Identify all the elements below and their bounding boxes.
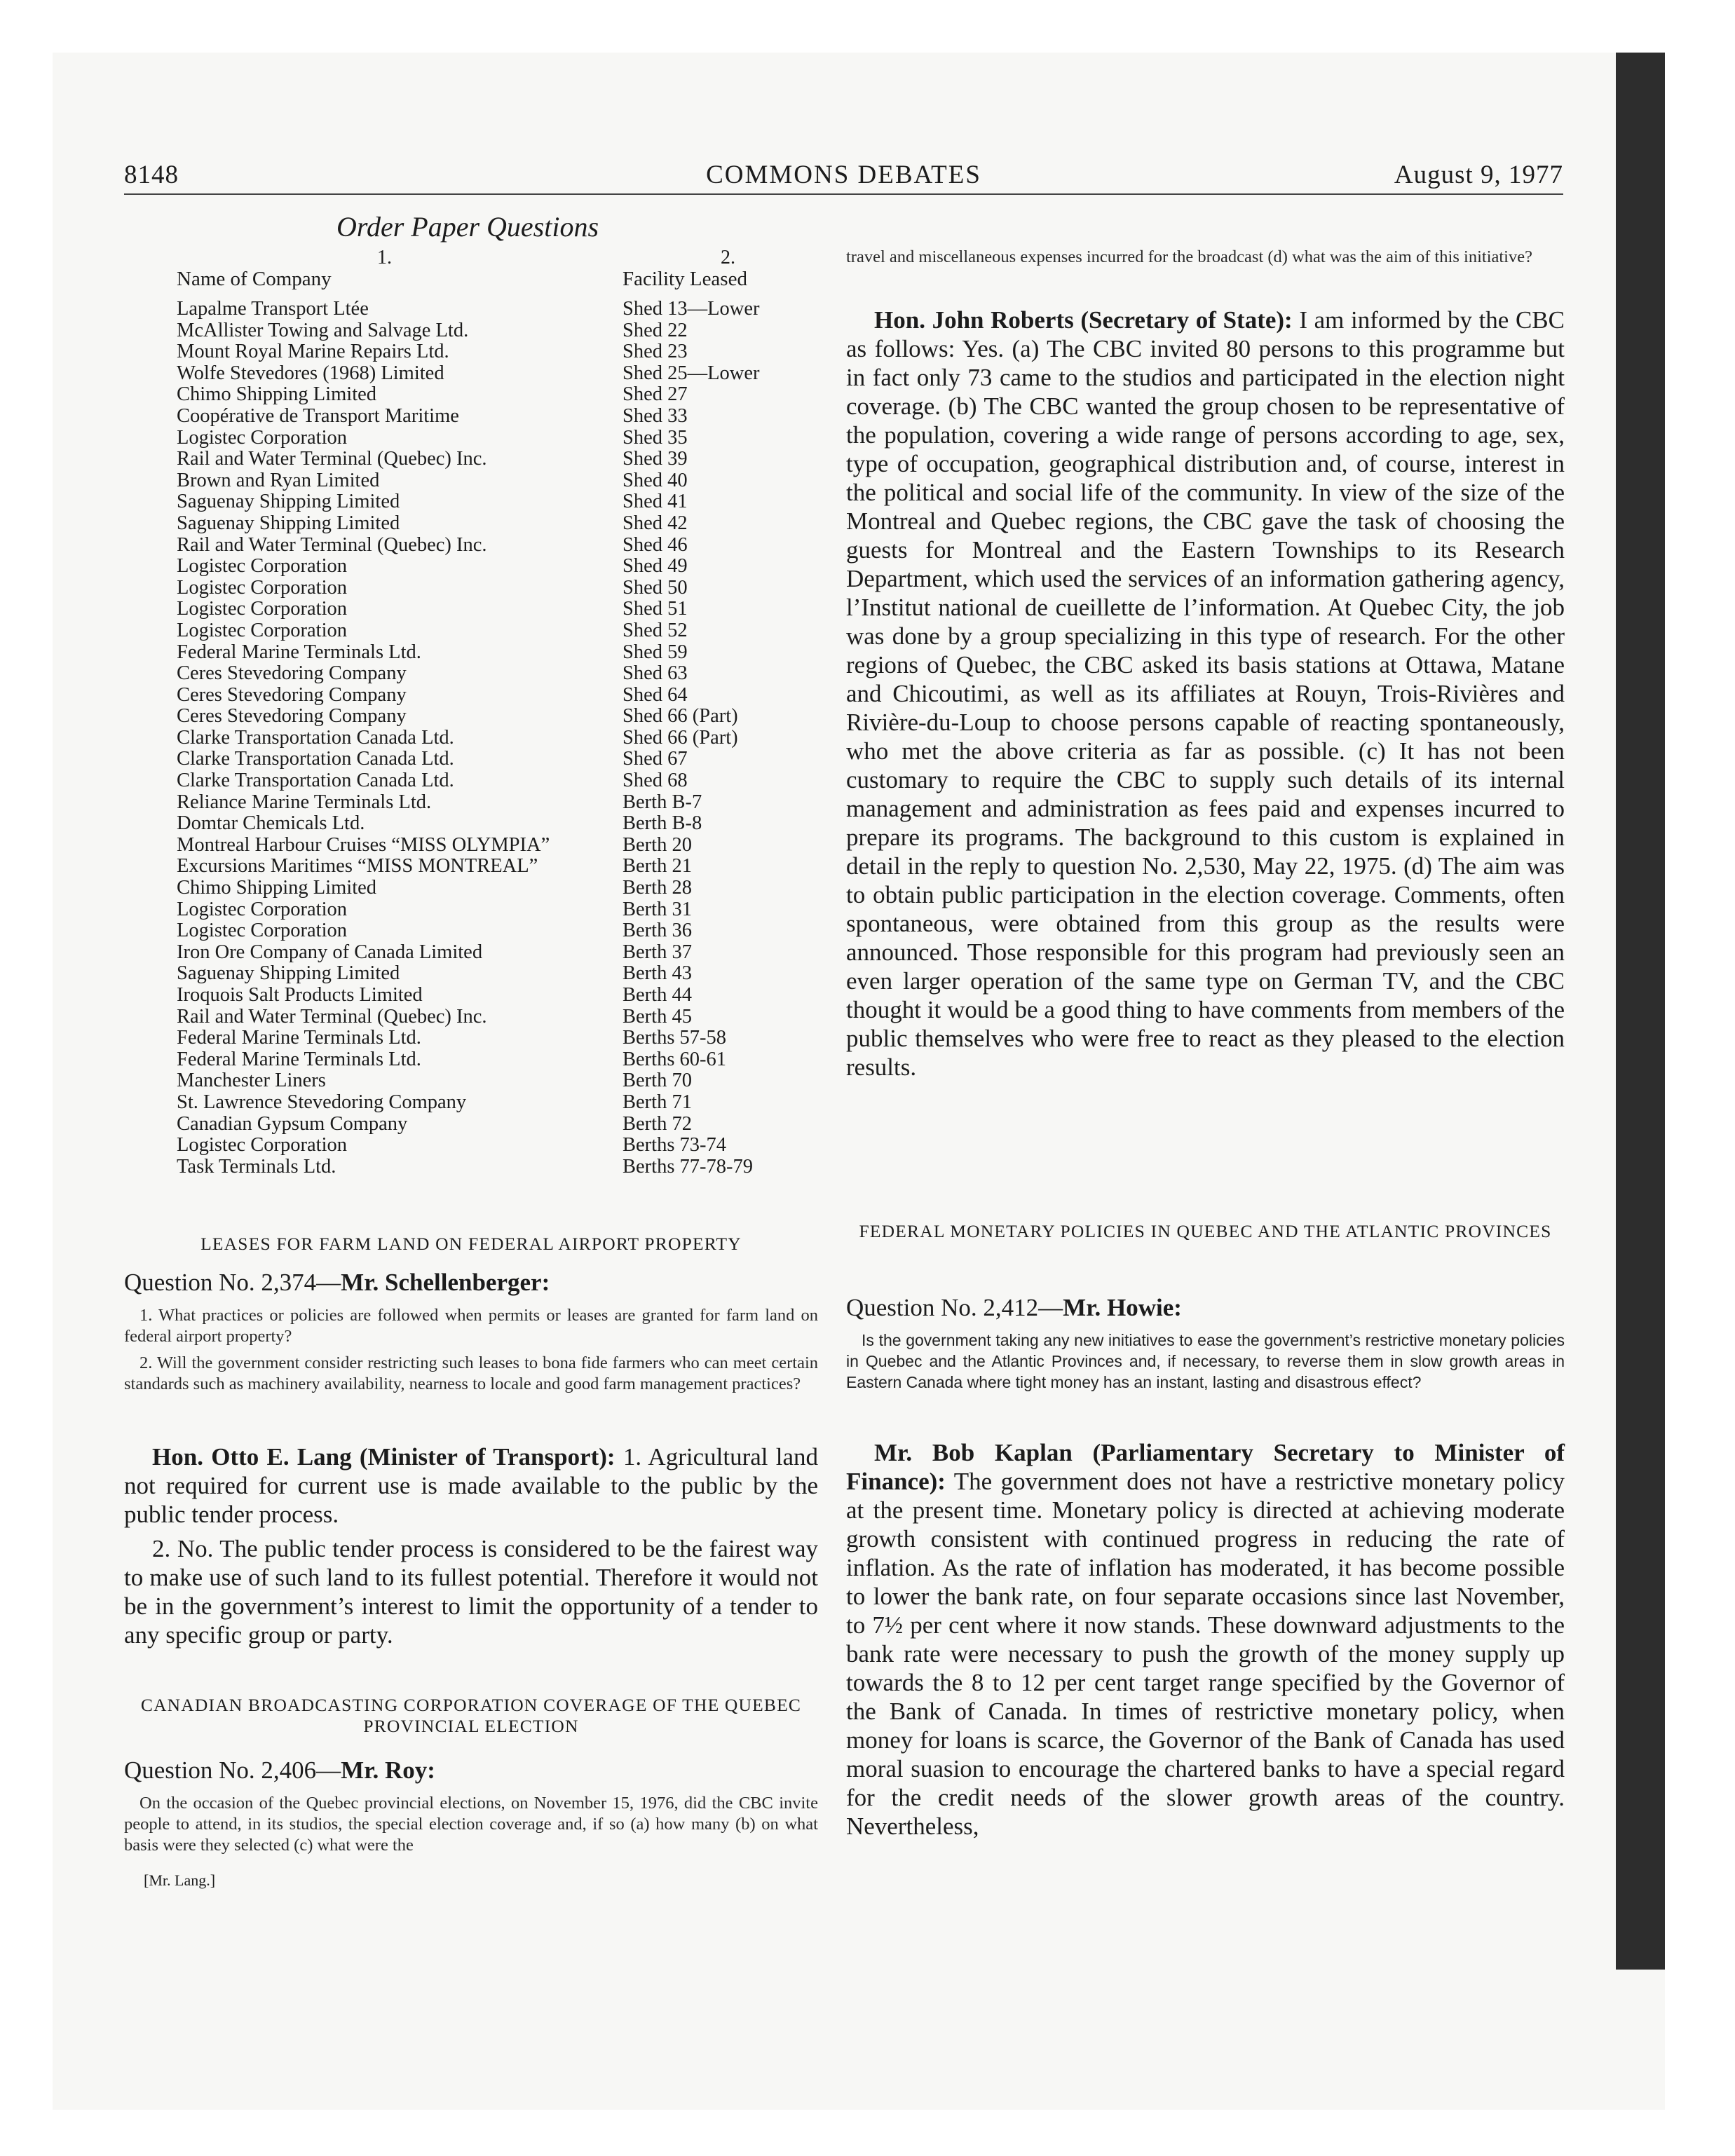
scan-edge-shadow xyxy=(1616,53,1665,1970)
footer-note: [Mr. Lang.] xyxy=(144,1871,216,1889)
facility-leased: Shed 46 xyxy=(622,533,688,556)
page-header xyxy=(124,160,1563,192)
company-name: Clarke Transportation Canada Ltd. xyxy=(177,748,454,770)
company-name: Ceres Stevedoring Company xyxy=(177,662,407,685)
header-rule xyxy=(124,193,1563,195)
facility-leased: Shed 68 xyxy=(622,770,688,792)
company-name: Montreal Harbour Cruises “MISS OLYMPIA” xyxy=(177,833,550,856)
facility-leased: Shed 63 xyxy=(622,662,688,685)
facility-leased: Shed 50 xyxy=(622,576,688,599)
company-name: Canadian Gypsum Company xyxy=(177,1112,408,1135)
company-name: Brown and Ryan Limited xyxy=(177,469,380,491)
company-name: Domtar Chemicals Ltd. xyxy=(177,812,365,835)
farm-land-question-line xyxy=(124,1269,550,1297)
kaplan-answer xyxy=(846,1438,1565,1841)
facility-leased: Shed 59 xyxy=(622,641,688,663)
company-name: McAllister Towing and Salvage Ltd. xyxy=(177,319,469,341)
facility-leased: Berth 44 xyxy=(622,984,692,1006)
facility-leased: Berth 28 xyxy=(622,877,692,899)
company-name: Iroquois Salt Products Limited xyxy=(177,984,423,1006)
farm-land-heading: LEASES FOR FARM LAND ON FEDERAL AIRPORT PROPERTY xyxy=(200,1234,742,1254)
column-header-company: Name of Company xyxy=(177,268,332,290)
farm-land-question-body xyxy=(124,1305,818,1395)
facility-leased: Shed 23 xyxy=(622,341,688,363)
company-name: Rail and Water Terminal (Quebec) Inc. xyxy=(177,533,487,556)
company-name: Logistec Corporation xyxy=(177,555,347,578)
company-name: Rail and Water Terminal (Quebec) Inc. xyxy=(177,1005,487,1028)
cbc-question-text: On the occasion of the Quebec provincial elections, on November 15, 1976, did the CBC invite people to attend, in its studios, the special election coverage and, if so (a) how many (b) on what basis were they selected (c) what were the xyxy=(124,1794,818,1855)
answer-speaker: Hon. John Roberts (Secretary of State): xyxy=(874,306,1293,334)
company-name: Saguenay Shipping Limited xyxy=(177,962,400,985)
facility-leased: Berths 60-61 xyxy=(622,1048,727,1070)
monetary-question-text: Is the government taking any new initiatives to ease the government’s restrictive monetary policies in Quebec and the Atlantic Provinces and, if necessary, to reverse them in slow growth areas in Eastern Canada where tight money has an instant, lasting and disastrous effect? xyxy=(846,1331,1565,1391)
company-name: Logistec Corporation xyxy=(177,576,347,599)
question-number: Question No. 2,412— xyxy=(846,1294,1063,1321)
monetary-question-body xyxy=(846,1330,1565,1393)
roberts-answer xyxy=(846,306,1565,1082)
company-name: Logistec Corporation xyxy=(177,920,347,942)
company-name: Logistec Corporation xyxy=(177,598,347,620)
answer-2: 2. No. The public tender process is considered to be the fairest way to make use of such land to its fullest potential. Therefore it would not be in the government’s interest to limit the opportunity of a tender to any specific group or party. xyxy=(124,1535,818,1649)
answer-text: I am informed by the CBC as follows: Yes. (a) The CBC invited 80 persons to this programme but in fact only 73 came to the studios and participated in the election night coverage. (b) The CBC wanted the group chosen to be representative of the population, covering a wide range of persons according to age, sex, type of occupation, geographical distribution and, of course, interest in the political and social life of the community. In view of the size of the Montreal and Quebec regions, the CBC gave the task of choosing the guests for Montreal and the Eastern Townships to its Research Department, which used the services of an information gathering agency, l’Institut national de cueillette de l’information. At Quebec City, the job was done by a group specializing in this type of research. For the other regions of Quebec, the CBC asked its basis stations at Ottawa, Matane and Chicoutimi, as well as its affiliates at Rouyn, Trois-Rivières and Rivière-du-Loup to choose persons capable of reacting spontaneously, who met the above criteria as far as possible. (c) It has not been customary to require the CBC to supply such details of its internal management and administration as fees paid and expenses incurred to prepare its programs. The background to this custom is explained in detail in the reply to question No. 2,530, May 22, 1975. (d) The aim was to obtain public participation in the election coverage. Comments, often spontaneous, were obtained from this group as the results were announced. Those responsible for this program had previously seen an even larger operation of the same type on German TV, and the CBC thought it would be a good thing to have comments from members of the public themselves who were free to react as they pleased to the election results. xyxy=(846,306,1565,1081)
facility-leased: Berth 70 xyxy=(622,1070,692,1092)
company-name: Clarke Transportation Canada Ltd. xyxy=(177,726,454,749)
facility-leased: Shed 67 xyxy=(622,748,688,770)
questioner: Mr. Howie: xyxy=(1063,1294,1182,1321)
facility-leased: Shed 13—Lower xyxy=(622,298,760,320)
facility-leased: Shed 27 xyxy=(622,383,688,406)
question-number: Question No. 2,406— xyxy=(124,1756,341,1784)
facility-leased: Shed 41 xyxy=(622,491,688,513)
cbc-question-body xyxy=(124,1793,818,1856)
company-name: Logistec Corporation xyxy=(177,619,347,641)
company-name: Reliance Marine Terminals Ltd. xyxy=(177,791,432,813)
facility-leased: Shed 64 xyxy=(622,683,688,706)
answer-text: The government does not have a restrictive monetary policy at the present time. Monetary policy is directed at achieving moderate growth consistent with continued progress in reducing the rate of inflation. As the rate of inflation has moderated, it has become possible to lower the bank rate, on four separate occasions since last November, to 7½ per cent where it now stands. These downward adjustments to the bank rate were necessary to push the growth of the money supply up towards the 8 to 12 per cent target range specified by the Governor of the Bank of Canada. In times of restrictive monetary policy, when money for loans is scarce, the Governor of the Bank of Canada has used moral suasion to encourage the chartered banks to have a special regard for the credit needs of the slower growth areas of the country. Nevertheless, xyxy=(846,1468,1565,1840)
company-name: Logistec Corporation xyxy=(177,426,347,449)
company-name: Ceres Stevedoring Company xyxy=(177,683,407,706)
facility-leased: Berths 77-78-79 xyxy=(622,1155,754,1178)
facility-leased: Berth B-8 xyxy=(622,812,702,835)
facility-leased: Berth 36 xyxy=(622,920,692,942)
facility-leased: Shed 33 xyxy=(622,404,688,427)
facility-leased: Berth B-7 xyxy=(622,791,702,813)
questioner: Mr. Roy: xyxy=(341,1756,435,1784)
company-name: Task Terminals Ltd. xyxy=(177,1155,336,1178)
facility-leased: Shed 40 xyxy=(622,469,688,491)
farm-land-q1: 1. What practices or policies are followed when permits or leases are granted for farm land on federal airport property? xyxy=(124,1306,818,1346)
facility-leased: Berth 31 xyxy=(622,898,692,920)
company-name: Saguenay Shipping Limited xyxy=(177,491,400,513)
facility-leased: Berth 37 xyxy=(622,941,692,963)
monetary-question-line xyxy=(846,1294,1182,1322)
company-name: Logistec Corporation xyxy=(177,1134,347,1157)
answer-1: 1. Agricultural land not required for current use is made available to the public by the public tender process. xyxy=(124,1443,818,1528)
company-name: Lapalme Transport Ltée xyxy=(177,298,369,320)
facility-leased: Berth 45 xyxy=(622,1005,692,1028)
company-name: Rail and Water Terminal (Quebec) Inc. xyxy=(177,448,487,470)
page-date: August 9, 1977 xyxy=(1394,161,1563,189)
facility-leased: Shed 35 xyxy=(622,426,688,449)
publication-title: COMMONS DEBATES xyxy=(706,161,981,189)
cbc-question-line xyxy=(124,1756,435,1785)
lang-answer xyxy=(124,1442,818,1649)
facility-leased: Shed 49 xyxy=(622,555,688,578)
answer-speaker: Mr. Bob Kaplan (Parliamentary Secretary to Minister of Finance): xyxy=(846,1439,1565,1495)
company-name: Clarke Transportation Canada Ltd. xyxy=(177,770,454,792)
company-name: Wolfe Stevedores (1968) Limited xyxy=(177,362,444,384)
company-name: Federal Marine Terminals Ltd. xyxy=(177,641,421,663)
facility-leased: Shed 51 xyxy=(622,598,688,620)
facility-leased: Shed 42 xyxy=(622,512,688,534)
company-name: Federal Marine Terminals Ltd. xyxy=(177,1048,421,1070)
farm-land-q2: 2. Will the government consider restricting such leases to bona fide farmers who can meet certain standards such as machinery availability, nearness to locale and good farm management practices? xyxy=(124,1353,818,1393)
company-name: Saguenay Shipping Limited xyxy=(177,512,400,534)
company-name: Ceres Stevedoring Company xyxy=(177,705,407,728)
company-name: Excursions Maritimes “MISS MONTREAL” xyxy=(177,855,538,878)
company-name: Mount Royal Marine Repairs Ltd. xyxy=(177,341,449,363)
company-name: Manchester Liners xyxy=(177,1070,326,1092)
cbc-question-continuation: travel and miscellaneous expenses incurred for the broadcast (d) what was the aim of this initiative? xyxy=(846,247,1532,266)
company-column xyxy=(177,299,550,1178)
company-name: Coopérative de Transport Maritime xyxy=(177,404,459,427)
facility-leased: Shed 52 xyxy=(622,619,688,641)
page-number: 8148 xyxy=(124,161,179,189)
section-title: Order Paper Questions xyxy=(336,211,599,243)
column-number-1: 1. xyxy=(377,247,392,268)
company-name: Logistec Corporation xyxy=(177,898,347,920)
questioner: Mr. Schellenberger: xyxy=(341,1269,550,1296)
answer-speaker: Hon. Otto E. Lang (Minister of Transport): xyxy=(152,1443,615,1471)
facility-leased: Berth 43 xyxy=(622,962,692,985)
company-name: Chimo Shipping Limited xyxy=(177,383,377,406)
facility-leased: Shed 25—Lower xyxy=(622,362,760,384)
company-name: Chimo Shipping Limited xyxy=(177,877,377,899)
company-name: Federal Marine Terminals Ltd. xyxy=(177,1027,421,1049)
facility-leased: Berth 71 xyxy=(622,1091,692,1113)
facility-column xyxy=(622,299,760,1178)
facility-leased: Berths 57-58 xyxy=(622,1027,727,1049)
company-name: Iron Ore Company of Canada Limited xyxy=(177,941,483,963)
facility-leased: Berth 72 xyxy=(622,1112,692,1135)
facility-leased: Shed 22 xyxy=(622,319,688,341)
facility-leased: Shed 66 (Part) xyxy=(622,705,738,728)
cbc-heading: CANADIAN BROADCASTING CORPORATION COVERAGE OF THE QUEBEC PROVINCIAL ELECTION xyxy=(140,1695,802,1736)
facility-leased: Shed 39 xyxy=(622,448,688,470)
facility-leased: Shed 66 (Part) xyxy=(622,726,738,749)
column-header-facility: Facility Leased xyxy=(622,268,747,290)
facility-leased: Berth 20 xyxy=(622,833,692,856)
question-number: Question No. 2,374— xyxy=(124,1269,341,1296)
company-name: St. Lawrence Stevedoring Company xyxy=(177,1091,467,1113)
facility-leased: Berths 73-74 xyxy=(622,1134,727,1157)
facility-leased: Berth 21 xyxy=(622,855,692,878)
column-number-2: 2. xyxy=(721,247,735,268)
monetary-heading: FEDERAL MONETARY POLICIES IN QUEBEC AND THE ATLANTIC PROVINCES xyxy=(859,1221,1552,1241)
